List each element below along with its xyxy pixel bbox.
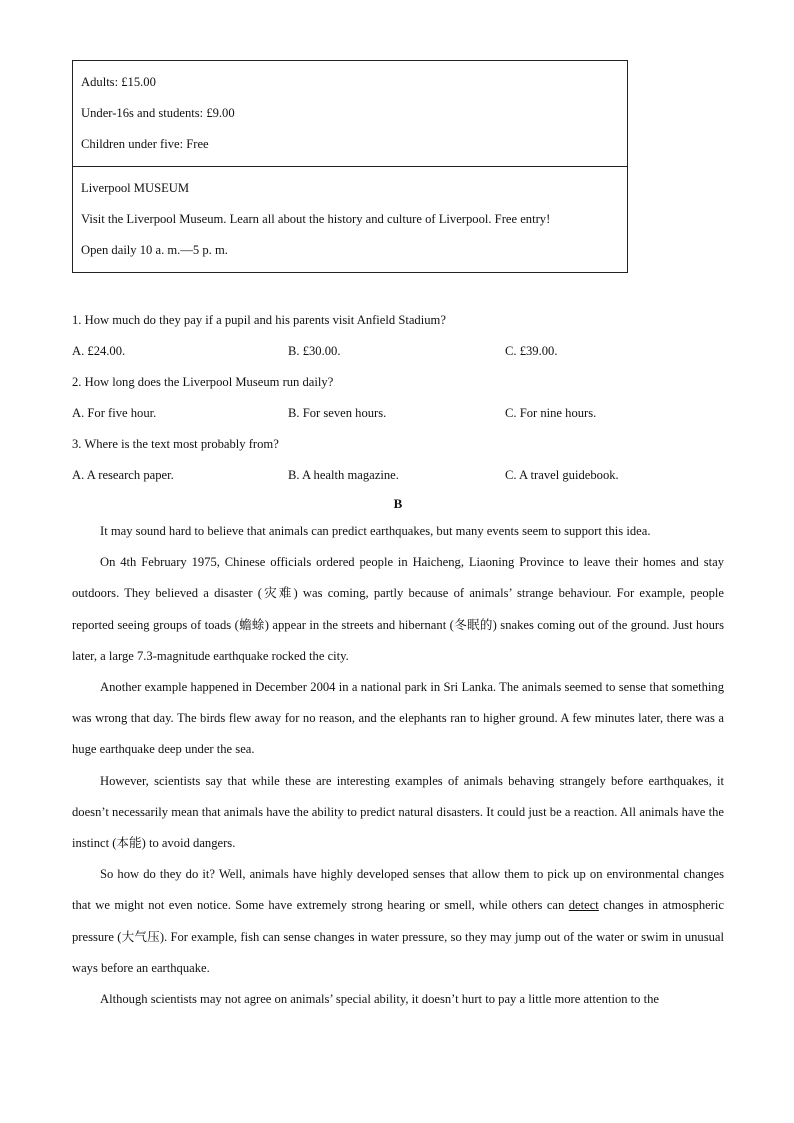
questions-list (72, 305, 724, 491)
price-cell (73, 61, 628, 167)
paragraph-5-part-2: changes in atmospheric pressure (大气压). For example, fish can sense changes in water pressure, so they may jump out of the water or swim in unusual ways before an earthquake. (72, 898, 724, 975)
option-b: B. A health magazine. (288, 468, 399, 482)
price-children: Children under five: Free (81, 137, 209, 151)
section-title: B (393, 496, 403, 511)
price-adults: Adults: £15.00 (81, 75, 156, 89)
passage-b (72, 516, 724, 1015)
price-under16: Under-16s and students: £9.00 (81, 106, 235, 120)
option-c: C. £39.00. (505, 344, 558, 358)
price-row (73, 61, 628, 167)
paragraph-1: It may sound hard to believe that animals can predict earthquakes, but many events seem to support this idea. (100, 524, 651, 538)
document-page (72, 60, 724, 1015)
question-1: 1. How much do they pay if a pupil and his parents visit Anfield Stadium? (72, 313, 446, 327)
question-2: 2. How long does the Liverpool Museum run daily? (72, 375, 334, 389)
option-c: C. For nine hours. (505, 406, 597, 420)
museum-hours: Open daily 10 a. m.—5 p. m. (81, 243, 228, 257)
paragraph-5-part-1: So how do they do it? Well, animals have highly developed senses that allow them to pick up on environmental changes that we might not even notice. Some have extremely strong hearing or smell, while others can (72, 867, 724, 913)
option-a: A. For five hour. (72, 406, 157, 420)
question-2-options (72, 398, 724, 429)
question-3-options (72, 460, 724, 491)
museum-name: Liverpool MUSEUM (81, 181, 190, 195)
ticket-info-table (72, 60, 628, 273)
question-1-options (72, 336, 724, 367)
option-c: C. A travel guidebook. (505, 468, 619, 482)
question-3: 3. Where is the text most probably from? (72, 437, 279, 451)
museum-description: Visit the Liverpool Museum. Learn all about the history and culture of Liverpool. Free entry! (81, 212, 551, 226)
option-b: B. For seven hours. (288, 406, 387, 420)
option-a: A. A research paper. (72, 468, 174, 482)
paragraph-3: Another example happened in December 2004 in a national park in Sri Lanka. The animals seemed to sense that something was wrong that day. The birds flew away for no reason, and the elephants ran to higher ground. A few minutes later, there was a huge earthquake deep under the sea. (72, 680, 724, 757)
paragraph-4: However, scientists say that while these are interesting examples of animals behaving strangely before earthquakes, it doesn’t necessarily mean that animals have the ability to predict natural disasters. It could just be a reaction. All animals have the instinct (本能) to avoid dangers. (72, 773, 724, 851)
option-a: A. £24.00. (72, 344, 126, 358)
paragraph-2: On 4th February 1975, Chinese officials ordered people in Haicheng, Liaoning Province to leave their homes and stay outdoors. They believed a disaster (灾难) was coming, partly because of animals’ strange behaviour. For example, people reported seeing groups of toads (蟾蜍) appear in the streets and hibernant (冬眠的) snakes coming out of the ground. Just hours later, a large 7.3-magnitude earthquake rocked the city. (72, 555, 724, 663)
paragraph-6: Although scientists may not agree on animals’ special ability, it doesn’t hurt to pay a little more attention to the (100, 992, 660, 1007)
museum-row (73, 167, 628, 273)
museum-cell (73, 167, 628, 273)
underlined-word: detect (568, 898, 599, 913)
paragraph-5 (72, 859, 724, 984)
option-b: B. £30.00. (288, 344, 341, 358)
